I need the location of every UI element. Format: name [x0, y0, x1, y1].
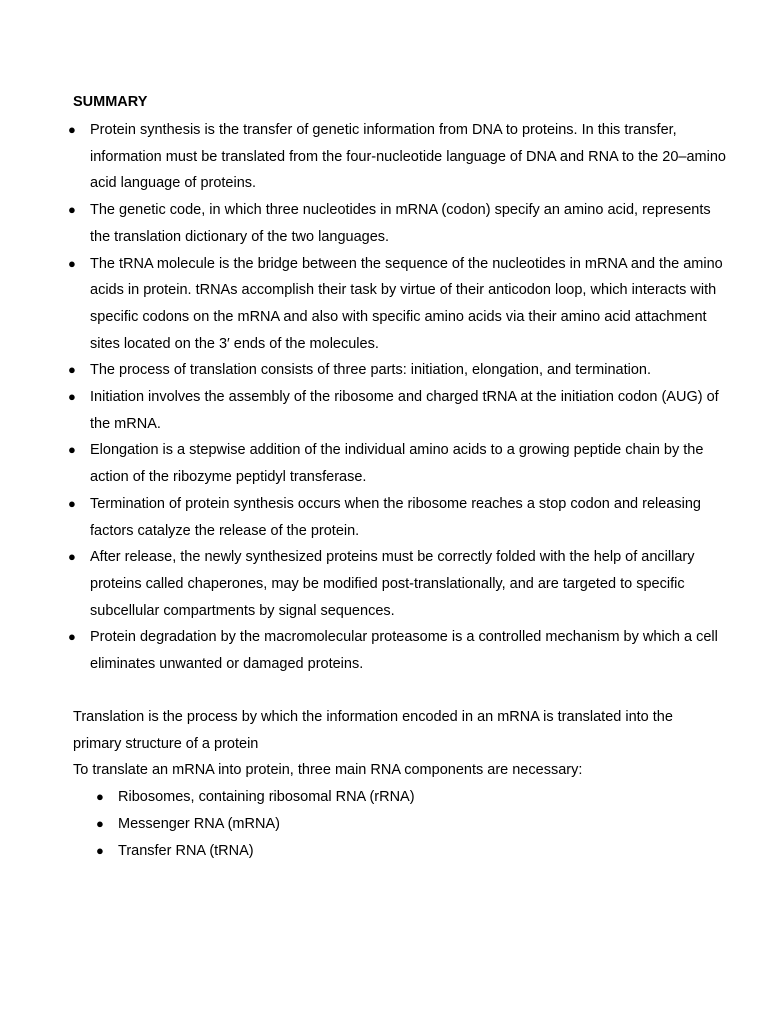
summary-item [68, 624, 728, 677]
summary-item-text: Initiation involves the assembly of the ribosome and charged tRNA at the initiation codon (AUG) of the mRNA. [90, 389, 719, 432]
translation-section [73, 704, 723, 864]
translation-definition-paragraph: Translation is the process by which the information encoded in an mRNA is translated into the primary structure of a protein [73, 709, 673, 752]
summary-item-text: Protein degradation by the macromolecular proteasome is a controlled mechanism by which a cell eliminates unwanted or damaged proteins. [90, 629, 718, 673]
summary-item-text: The tRNA molecule is the bridge between the sequence of the nucleotides in mRNA and the amino acids in protein. tRNAs accomplish their task by virtue of their anticodon loop, which interacts with specific codons on the mRNA and also with specific amino acids via their amino acid attachment sites located on the 3′ ends of the molecules. [90, 255, 723, 352]
bullet-icon: ● [68, 442, 76, 458]
summary-item [68, 491, 728, 544]
bullet-icon: ● [68, 389, 76, 405]
components-intro-paragraph: To translate an mRNA into protein, three main RNA components are necessary: [73, 762, 583, 779]
bullet-icon: ● [68, 362, 76, 378]
summary-item-text: Protein synthesis is the transfer of genetic information from DNA to proteins. In this transfer, information must be translated from the four-nucleotide language of DNA and RNA to the 20–amino acid language of proteins. [90, 122, 726, 192]
summary-item [68, 197, 728, 250]
bullet-icon: ● [68, 549, 76, 565]
components-list [73, 784, 723, 864]
summary-item [68, 251, 728, 358]
bullet-icon: ● [68, 629, 76, 645]
summary-item-text: Elongation is a stepwise addition of the individual amino acids to a growing peptide chain by the action of the ribozyme peptidyl transferase. [90, 442, 704, 486]
bullet-icon: ● [68, 202, 76, 218]
bullet-icon: ● [68, 122, 76, 137]
component-item [73, 784, 723, 811]
summary-item-text: After release, the newly synthesized proteins must be correctly folded with the help of ancillary proteins called chaperones, may be modified post-translationally, and are targeted to specific subcellular compartments by signal sequences. [90, 549, 695, 619]
component-item-text: Transfer RNA (tRNA) [118, 842, 254, 859]
bullet-icon: ● [68, 495, 76, 511]
summary-list [68, 117, 728, 678]
summary-item-text: The process of translation consists of three parts: initiation, elongation, and termination. [90, 362, 651, 379]
bullet-icon: ● [96, 789, 104, 805]
bullet-icon: ● [96, 842, 104, 858]
summary-item [68, 357, 728, 384]
component-item [73, 838, 723, 865]
summary-item-text: Termination of protein synthesis occurs when the ribosome reaches a stop codon and releasing factors catalyze the release of the protein. [90, 495, 701, 539]
summary-item [68, 384, 728, 437]
summary-heading: SUMMARY [73, 94, 148, 110]
component-item [73, 811, 723, 838]
component-item-text: Messenger RNA (mRNA) [118, 815, 280, 832]
summary-item [68, 117, 728, 197]
summary-item-text: The genetic code, in which three nucleotides in mRNA (codon) specify an amino acid, represents the translation dictionary of the two languages. [90, 202, 711, 245]
bullet-icon: ● [68, 255, 76, 271]
bullet-icon: ● [96, 815, 104, 831]
component-item-text: Ribosomes, containing ribosomal RNA (rRNA) [118, 789, 415, 806]
summary-item [68, 437, 728, 490]
summary-item [68, 544, 728, 624]
